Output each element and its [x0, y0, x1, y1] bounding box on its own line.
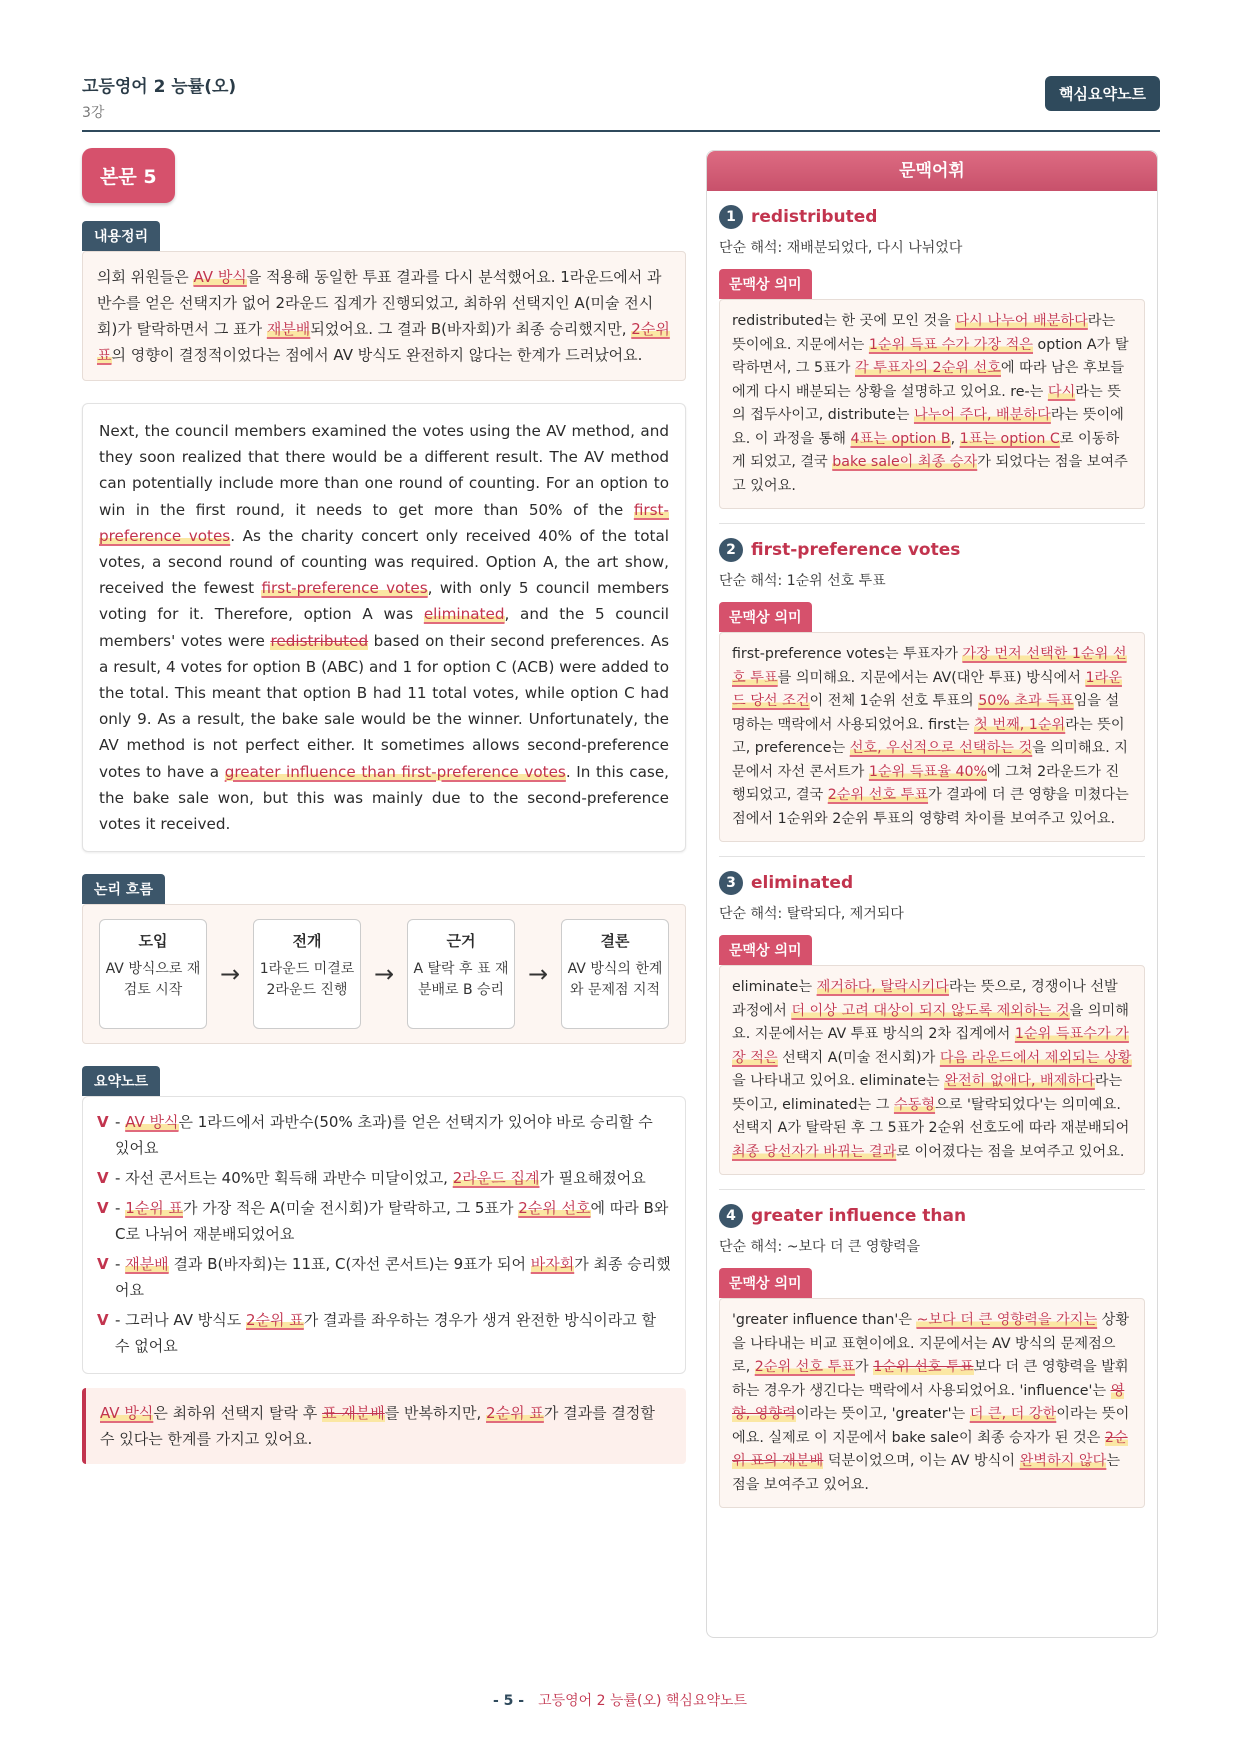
arrow-right-icon: → — [373, 960, 395, 989]
conclusion-text: 은 최하위 선택지 탈락 후 — [153, 1404, 323, 1423]
highlight: 더 큰, 더 강한 — [969, 1406, 1057, 1422]
flow-step-desc: AV 방식으로 재검토 시작 — [105, 961, 201, 999]
vocab-heading — [719, 538, 1145, 562]
context-text: 상황을 나타내는 비교 표현이에요. 지문에서는 AV 방식의 문제점으로, — [732, 1312, 1130, 1375]
highlight: 각 투표자의 2순위 선호 — [855, 360, 1001, 376]
conclusion-box — [82, 1388, 686, 1464]
summary-text: 을 적용해 동일한 투표 결과를 다시 분석했어요. 1라운드에서 과반수를 얻은 선택지가 없어 2라운드 집계가 진행되었고, 최하위 선택지인 A(미술 전시회)가 탈락하면서 그 표가 — [97, 268, 662, 338]
highlight: AV 방식 — [193, 268, 247, 286]
highlight: 가장 먼저 선택한 1순위 선호 투표 — [732, 646, 1127, 686]
highlight: first-preference votes — [261, 579, 428, 598]
flow-step-desc: A 탈락 후 표 재분배로 B 승리 — [413, 961, 509, 999]
context-text: 을 의미해요. 지문에서 자선 콘서트가 — [732, 740, 1128, 780]
highlight: 다음 라운드에서 제외되는 상황 — [939, 1049, 1132, 1066]
simple-text: 탈락되다, 제거되다 — [786, 906, 904, 922]
conclusion-text: 가 결과를 결정할 수 있다는 한계를 가지고 있어요. — [100, 1404, 655, 1449]
highlight: 영향, 영향력 — [732, 1382, 1125, 1422]
highlight: 다시 나누어 배분하다 — [955, 313, 1088, 329]
highlight: redistributed — [270, 631, 369, 650]
note-text-part: 가 가장 적은 A(미술 전시회)가 탈락하고, 그 5표가 — [182, 1199, 519, 1218]
lesson-label: 3강 — [82, 105, 105, 121]
highlight: 다시 — [1047, 383, 1076, 400]
highlight: 1순위 득표 수가 가장 적은 — [868, 336, 1034, 353]
simple-meaning — [719, 903, 1145, 923]
highlight: 1순위 득표수가 가장 적은 — [732, 1026, 1129, 1066]
context-text: 가 되었다는 점을 보여주고 있어요. — [732, 454, 1128, 494]
page-footer — [0, 1690, 1240, 1710]
flow-step-title: 도입 — [138, 932, 168, 951]
note-text — [115, 1251, 671, 1303]
note-text-part: - — [115, 1113, 126, 1132]
context-tag: 문맥상 의미 — [719, 1268, 812, 1298]
context-text: 가 — [855, 1359, 874, 1375]
footer-text: 고등영어 2 능률(오) 핵심요약노트 — [538, 1693, 748, 1709]
context-text: 라는 뜻의 접두사이고, distribute는 — [732, 383, 1121, 423]
flow-step — [99, 919, 207, 1029]
context-tag: 문맥상 의미 — [719, 269, 812, 299]
note-item — [97, 1109, 671, 1161]
context-tag: 문맥상 의미 — [719, 602, 812, 632]
highlight: 완전히 없애다, 배제하다 — [944, 1073, 1095, 1089]
simple-text: ~보다 더 큰 영향력을 — [786, 1239, 920, 1255]
highlight: 2순위 선호 — [518, 1199, 591, 1218]
flow-step-title: 전개 — [292, 932, 322, 951]
vocab-item — [707, 538, 1157, 857]
simple-meaning — [719, 1236, 1145, 1256]
highlight: 2순위 표 — [97, 320, 670, 364]
highlight: 재분배 — [125, 1255, 169, 1274]
book-title: 고등영어 2 능률(오) — [82, 77, 237, 97]
context-text: 이라는 뜻이고, 'greater'는 — [795, 1406, 970, 1422]
summary-box — [82, 251, 686, 381]
context-text: 로 이동하게 되었고, 결국 — [732, 430, 1120, 470]
context-text: 라는 뜻이고, preference는 — [732, 716, 1125, 756]
note-text-part: 은 1라드에서 과반수(50% 초과)를 얻은 선택지가 있어야 바로 승리할 수 있어요 — [115, 1113, 653, 1158]
context-text: 가 결과에 더 큰 영향을 미쳤다는 점에서 1순위와 2순위 투표의 영향력 차이를 보여주고 있어요. — [732, 787, 1129, 827]
item-number: 1 — [719, 205, 743, 229]
check-mark-icon: V — [97, 1255, 109, 1274]
highlight: ~보다 더 큰 영향력을 가지는 — [916, 1312, 1098, 1328]
passage-text: , with only 5 council members voting for it. Therefore, option A was — [99, 579, 670, 624]
summary-text: 되었어요. 그 결과 B(바자회)가 최종 승리했지만, — [310, 320, 632, 338]
simple-label: 단순 해석: — [719, 906, 787, 922]
check-mark-icon: V — [97, 1311, 109, 1330]
simple-text: 1순위 선호 투표 — [786, 573, 886, 589]
highlight: 재분배 — [266, 320, 311, 338]
vocab-word: greater influence than — [751, 1206, 967, 1226]
vocab-heading — [719, 1204, 1145, 1228]
note-item — [97, 1251, 671, 1303]
context-text: option A가 탈락하면서, 그 5표가 — [732, 336, 1129, 376]
passage-box — [82, 403, 686, 852]
highlight: 1순위 표 — [125, 1199, 183, 1218]
vocab-heading — [719, 871, 1145, 895]
section-title: 본문 5 — [82, 148, 175, 203]
context-text: 에 따라 남은 후보들에게 다시 배분되는 상황을 설명하고 있어요. re-는 — [732, 360, 1125, 400]
simple-text: 재배분되었다, 다시 나뉘었다 — [786, 240, 963, 256]
context-box — [719, 632, 1145, 842]
flow-step — [407, 919, 515, 1029]
divider — [719, 856, 1145, 857]
vocab-word: first-preference votes — [751, 540, 961, 560]
highlight: 수동형 — [893, 1096, 936, 1113]
summary-section — [82, 221, 686, 381]
note-text-part: 에 따라 B와 C로 나뉘어 재분배되었어요 — [115, 1199, 669, 1244]
passage-text: based on their second preferences. As a result, 4 votes for option B (ABC) and 1 for option C (ACB) were added to the total. This meant that option B had 11 total votes, while option C had only 9. As a result, the bake sale would be the winner. Unfortunately, the AV method is not perfect either. It sometimes allows second-preference votes to have a — [99, 631, 669, 781]
context-text: first-preference votes는 투표자가 — [732, 646, 963, 662]
highlight: 1순위 득표율 40% — [868, 763, 987, 780]
simple-label: 단순 해석: — [719, 240, 787, 256]
highlight: 1라운드 당선 조건 — [732, 669, 1122, 709]
divider — [719, 1189, 1145, 1190]
context-text: 을 나타내고 있어요. eliminate는 — [732, 1073, 945, 1089]
highlight: 2순위 선호 투표 — [827, 787, 929, 803]
note-text-part: 가 최종 승리했어요 — [115, 1255, 671, 1300]
context-text: 에 그쳐 2라운드가 진행되었고, 결국 — [732, 763, 1120, 803]
highlight: 1순위 선호 투표 — [873, 1359, 974, 1375]
highlight: 최종 당선자가 바뀌는 결과 — [732, 1143, 897, 1160]
vocab-panel — [706, 150, 1158, 1638]
highlight: 4표는 option B — [850, 430, 951, 447]
highlight: eliminated — [423, 605, 505, 624]
context-text: 선택지 A(미술 전시회)가 — [777, 1049, 940, 1066]
check-mark-icon: V — [97, 1169, 109, 1188]
vocab-word: redistributed — [751, 207, 878, 227]
page-header — [82, 70, 1160, 132]
vocab-heading — [719, 205, 1145, 229]
context-text: 'greater influence than'은 — [732, 1312, 917, 1328]
highlight: 2순위 표의 재분배 — [732, 1429, 1128, 1469]
simple-label: 단순 해석: — [719, 573, 787, 589]
highlight: AV 방식 — [100, 1404, 154, 1423]
context-text: 라는 뜻이에요. 지문에서는 — [732, 313, 1116, 353]
note-type-badge: 핵심요약노트 — [1045, 76, 1160, 111]
context-box — [719, 299, 1145, 509]
flow-tag: 논리 흐름 — [82, 874, 165, 904]
highlight: 표 재분배 — [322, 1404, 385, 1423]
context-text: eliminate는 — [732, 979, 817, 995]
arrow-right-icon: → — [527, 960, 549, 989]
flow-step — [253, 919, 361, 1029]
highlight: 1표는 option C — [959, 430, 1060, 447]
check-mark-icon: V — [97, 1199, 109, 1218]
simple-label: 단순 해석: — [719, 1239, 787, 1255]
context-text: 으로 '탈락되었다'는 의미예요. 선택지 A가 탈락된 후 그 5표가 2순위 선호도에 따라 재분배되어 — [732, 1096, 1130, 1136]
highlight: 제거하다, 탈락시키다 — [816, 979, 949, 995]
highlight: 완벽하지 않다 — [1019, 1453, 1107, 1469]
note-text — [115, 1109, 671, 1161]
context-text: 라는 뜻이고, eliminated는 그 — [732, 1073, 1123, 1113]
vocab-word: eliminated — [751, 873, 854, 893]
passage-text: . As the charity concert only received 40% of the total votes, a second round of counting was required. Option A, the art show, received the fewest — [99, 526, 669, 598]
flow-step-title: 결론 — [600, 932, 630, 951]
context-text: 이라는 뜻이에요. 실제로 이 지문에서 bake sale이 최종 승자가 된 것은 — [732, 1406, 1130, 1446]
vocab-item — [707, 1204, 1157, 1508]
notes-box — [82, 1096, 686, 1374]
simple-meaning — [719, 237, 1145, 257]
flow-box — [82, 904, 686, 1044]
flow-step-desc: AV 방식의 한계와 문제점 지적 — [567, 961, 663, 999]
highlight: 50% 초과 득표 — [978, 693, 1074, 709]
highlight: 선호, 우선적으로 선택하는 것 — [849, 740, 1033, 756]
highlight: 2순위 선호 투표 — [754, 1359, 856, 1375]
context-text: 이 전체 1순위 선호 투표의 — [809, 693, 979, 709]
note-text-part: - — [115, 1199, 126, 1218]
highlight: 첫 번째, 1순위 — [974, 716, 1066, 733]
context-text: 라는 뜻이에요. 이 과정을 통해 — [732, 407, 1124, 447]
note-text-part: - — [115, 1255, 126, 1274]
item-number: 2 — [719, 538, 743, 562]
context-tag: 문맥상 의미 — [719, 935, 812, 965]
context-text: 는 점을 보여주고 있어요. — [732, 1453, 1121, 1493]
context-text: 를 의미해요. 지문에서는 AV(대안 투표) 방식에서 — [777, 669, 1086, 686]
note-text — [115, 1195, 671, 1247]
context-text: , — [950, 430, 960, 447]
flow-step-desc: 1라운드 미결로 2라운드 진행 — [259, 961, 355, 999]
summary-text: 의 영향이 결정적이었다는 점에서 AV 방식도 완전하지 않다는 한계가 드러났어요. — [111, 346, 643, 364]
context-text: 을 의미해요. 지문에서는 AV 투표 방식의 2차 집계에서 — [732, 1002, 1129, 1042]
passage-text: Next, the council members examined the votes using the AV method, and they soon realized that there would be a different result. The AV method can potentially include more than one round of counting. For an option to win in the first round, it needs to get more than 50% of the — [99, 422, 669, 519]
highlight: 2순위 표 — [486, 1404, 544, 1423]
check-mark-icon: V — [97, 1113, 109, 1132]
context-text: 로 이어졌다는 점을 보여주고 있어요. — [896, 1143, 1125, 1160]
divider — [719, 523, 1145, 524]
notes-tag: 요약노트 — [82, 1066, 160, 1096]
highlight: 2라운드 집계 — [452, 1169, 540, 1188]
arrow-right-icon: → — [219, 960, 241, 989]
context-text: 임을 설명하는 맥락에서 사용되었어요. first는 — [732, 693, 1120, 733]
flow-step — [561, 919, 669, 1029]
left-column — [82, 148, 686, 1464]
note-text-part: - 그러나 AV 방식도 — [115, 1311, 246, 1330]
context-box — [719, 1298, 1145, 1508]
highlight: bake sale이 최종 승자 — [832, 454, 978, 470]
item-number: 3 — [719, 871, 743, 895]
page-number: - 5 - — [492, 1693, 525, 1709]
context-text: 덕분이었으며, 이는 AV 방식이 — [823, 1453, 1020, 1469]
vocab-panel-title: 문맥어휘 — [707, 151, 1157, 191]
highlight: 바자회 — [530, 1255, 575, 1274]
highlight: first-preference votes — [99, 500, 669, 545]
item-number: 4 — [719, 1204, 743, 1228]
vocab-item — [707, 205, 1157, 524]
simple-meaning — [719, 570, 1145, 590]
notes-section — [82, 1066, 686, 1374]
passage-text: . In this case, the bake sale won, but this was mainly due to the second-preference votes it received. — [99, 762, 669, 834]
note-text-part: 가 결과를 좌우하는 경우가 생겨 완전한 방식이라고 할 수 없어요 — [115, 1311, 656, 1356]
highlight: 2순위 표 — [246, 1311, 304, 1330]
note-text-part: 가 필요해졌어요 — [539, 1169, 646, 1188]
conclusion-text: 를 반복하지만, — [384, 1404, 487, 1423]
highlight: AV 방식 — [125, 1113, 179, 1132]
note-item — [97, 1195, 671, 1247]
flow-section — [82, 874, 686, 1044]
note-text — [115, 1307, 671, 1359]
note-text-part: 결과 B(바자회)는 11표, C(자선 콘서트)는 9표가 되어 — [168, 1255, 531, 1274]
highlight: 더 이상 고려 대상이 되지 않도록 제외하는 것 — [791, 1002, 1070, 1019]
note-text-part: - 자선 콘서트는 40%만 획득해 과반수 미달이었고, — [115, 1169, 453, 1188]
context-text: redistributed는 한 곳에 모인 것을 — [732, 313, 956, 329]
highlight: greater influence than first-preference votes — [224, 762, 566, 781]
vocab-item — [707, 871, 1157, 1190]
context-text: 라는 뜻으로, 경쟁이나 선발 과정에서 — [732, 979, 1118, 1019]
note-item — [97, 1165, 671, 1191]
passage-text: , and the 5 council members' votes were — [99, 605, 669, 650]
context-text: 보다 더 큰 영향력을 발휘하는 경우가 생긴다는 맥락에서 사용되었어요. 'influence'는 — [732, 1359, 1129, 1399]
note-item — [97, 1307, 671, 1359]
highlight: 나누어 주다, 배분하다 — [913, 407, 1051, 423]
flow-step-title: 근거 — [446, 932, 476, 951]
context-box — [719, 965, 1145, 1175]
summary-text: 의회 위원들은 — [97, 268, 194, 286]
note-text — [115, 1165, 671, 1191]
summary-tag: 내용정리 — [82, 221, 160, 251]
